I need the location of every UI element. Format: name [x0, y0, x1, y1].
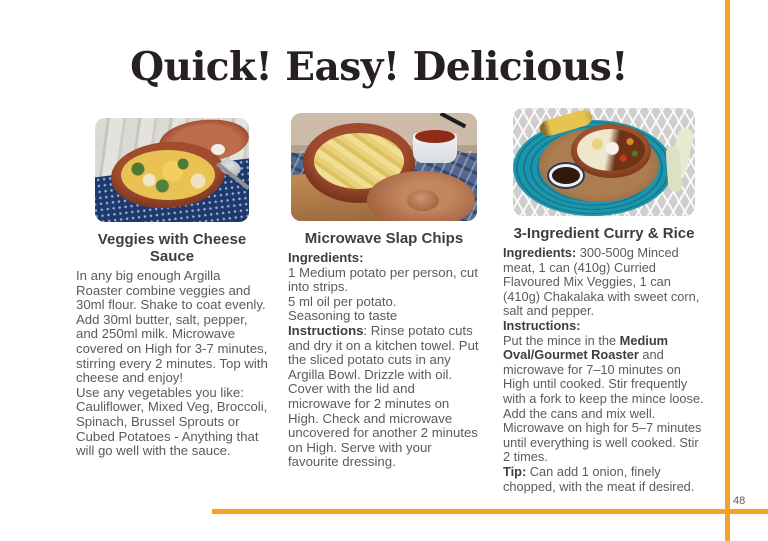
- recipe-column-curry: [503, 0, 705, 494]
- lid-knob-shape: [407, 190, 439, 211]
- curry-rice-shape: [577, 129, 645, 171]
- egg-shape: [211, 144, 225, 155]
- recipe-body: Ingredients: 1 Medium potato per person, cut into strips. 5 ml oil per potato. Seasoning to taste Instructions: Rinse potato cuts and dry it on a kitchen towel. Put the sliced potato cuts in any Argilla Bowl. Drizzle with oil. Cover with the lid and microwave for 2 minutes on High. Check and microwave uncovered for another 2 minutes on High. Serve with your favourite dressing.: [288, 250, 479, 470]
- page-title: Quick! Easy! Delicious!: [130, 44, 628, 90]
- curry-rice-photo: [513, 108, 695, 216]
- recipe-column-chips: [288, 0, 480, 470]
- recipe-body: In any big enough Argilla Roaster combine veggies and 30ml flour. Shake to coat evenly. Add 30ml butter, salt, pepper, and 250ml milk. Microwave covered on High for 3-7 minutes, stirring every 2 minutes. Top with cheese and enjoy! Use any vegetables you like: Cauliflower, Mixed Veg, Broccoli, Spinach, Brussel Sprouts or Cubed Potatoes - Anything that will go well with the sauce.: [76, 268, 268, 459]
- accent-horizontal-line: [212, 509, 768, 514]
- veggies-cheese-photo: [95, 118, 249, 222]
- cheesy-veggies-shape: [121, 150, 215, 200]
- recipe-title: Microwave Slap Chips: [304, 230, 464, 247]
- page-number: 48: [733, 495, 746, 507]
- recipe-column-veggies: [76, 0, 268, 459]
- dark-sauce-shape: [552, 167, 580, 184]
- accent-vertical-line: [725, 0, 730, 541]
- recipe-body: Ingredients: 300-500g Minced meat, 1 can (410g) Curried Flavoured Mix Veggies, 1 can (410g) Chakalaka with sweet corn, salt and pepper. Instructions: Put the mince in the Medium Oval/Gourmet Roaster and microwave for 7–10 minutes on High until cooked. Stir frequently with a fork to keep the mince loose. Add the cans and mix well. Microwave on high for 5–7 minutes until everything is well cooked. Stir 2 times. Tip: Can add 1 onion, finely chopped, with the meat if desired.: [503, 245, 704, 494]
- sauce-shape: [415, 130, 455, 143]
- slap-chips-photo: [291, 113, 477, 221]
- recipe-title: 3-Ingredient Curry & Rice: [513, 225, 695, 242]
- recipe-title: Veggies with Cheese Sauce: [97, 231, 247, 265]
